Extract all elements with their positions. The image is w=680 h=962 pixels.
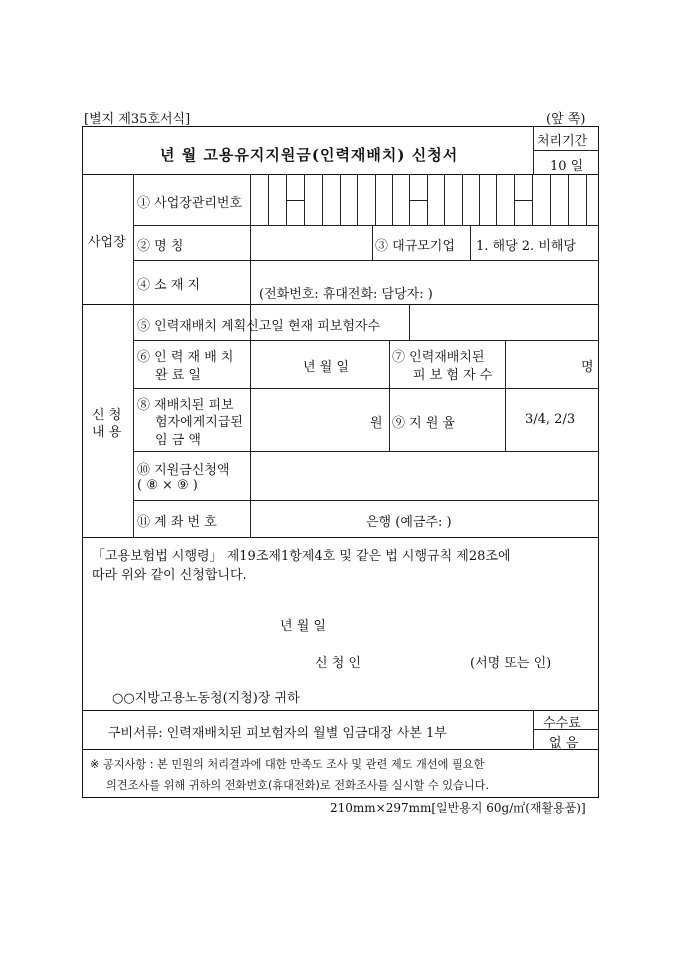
applicant-label: 신 청 인 [315, 656, 361, 671]
page-side-label: (앞 쪽) [546, 112, 586, 127]
wage-amount-unit[interactable]: 원 [370, 416, 383, 431]
recipient: ○○지방고용노동청(지청)장 귀하 [112, 691, 300, 706]
wage-amount-label-1: ⑧ 재배치된 피보 [137, 398, 234, 413]
business-name-label: ② 명 칭 [137, 239, 184, 254]
fee-label: 수수료 [543, 716, 581, 731]
paper-spec: 210mm×297mm[일반용지 60g/㎡(재활용품)] [330, 801, 586, 815]
business-reg-no-input[interactable] [251, 176, 597, 224]
location-phone-line[interactable]: (전화번호: 휴대전화: 담당자: ) [259, 287, 433, 302]
declaration-line-1: 「고용보험법 시행령」 제19조제1항제4호 및 같은 법 시행규칙 제28조에 [92, 549, 511, 564]
completion-date-input[interactable]: 년 월 일 [303, 360, 349, 375]
declaration-line-2: 따라 위와 같이 신청합니다. [92, 568, 247, 583]
completion-date-label-1: ⑥ 인 력 재 배 치 [137, 350, 234, 365]
processing-period-label: 처리기간 [537, 134, 588, 149]
section-application-1: 신 청 [92, 408, 122, 423]
reassigned-count-unit[interactable]: 명 [581, 360, 594, 375]
reassigned-count-label-1: ⑦ 인력재배치된 [392, 350, 485, 365]
form-title: 년 월 고용유지지원금(인력재배치) 신청서 [160, 146, 459, 164]
section-business: 사업장 [88, 235, 126, 250]
account-bank-line[interactable]: 은행 (예금주: ) [366, 515, 452, 530]
wage-amount-label-3: 임 금 액 [155, 433, 201, 448]
account-number-label: ⑪ 계 좌 번 호 [137, 515, 217, 530]
insured-count-label: ⑤ 인력재배치 계획신고일 현재 피보험자수 [137, 319, 381, 334]
required-documents: 구비서류: 인력재배치된 피보험자의 월별 임금대장 사본 1부 [108, 726, 447, 741]
claim-amount-label-1: ⑩ 지원금신청액 [137, 463, 230, 478]
reassigned-count-label-2: 피 보 험 자 수 [413, 368, 493, 383]
insured-count-input[interactable] [410, 305, 597, 339]
claim-amount-label-2: ( ⑧ × ⑨ ) [137, 478, 198, 493]
notice-line-1: ※ 공지사항 : 본 민원의 처리결과에 대한 만족도 조사 및 관련 제도 개선에 필요한 [90, 758, 485, 771]
business-reg-no-label: ① 사업장관리번호 [137, 196, 243, 211]
wage-amount-label-2: 험자에게지급된 [155, 415, 243, 430]
location-label: ④ 소 재 지 [137, 278, 201, 293]
business-name-input[interactable] [251, 226, 371, 259]
large-company-label: ③ 대규모기업 [375, 239, 455, 254]
claim-amount-input[interactable] [251, 452, 597, 499]
processing-period-value: 10 일 [550, 159, 584, 174]
notice-line-2: 의견조사를 위해 귀하의 전화번호(휴대전화)로 전화조사를 실시할 수 있습니다. [106, 779, 490, 792]
support-rate-value: 3/4, 2/3 [525, 412, 576, 427]
completion-date-label-2: 완 료 일 [155, 368, 201, 383]
signature-field[interactable]: (서명 또는 인) [470, 656, 552, 671]
large-company-options[interactable]: 1. 해당 2. 비해당 [476, 239, 576, 254]
section-application-2: 내 용 [92, 425, 122, 440]
declaration-date[interactable]: 년 월 일 [280, 619, 326, 634]
fee-value: 없 음 [549, 736, 579, 751]
form-number: [별지 제35호서식] [84, 112, 191, 127]
support-rate-label: ⑨ 지 원 율 [392, 416, 456, 431]
